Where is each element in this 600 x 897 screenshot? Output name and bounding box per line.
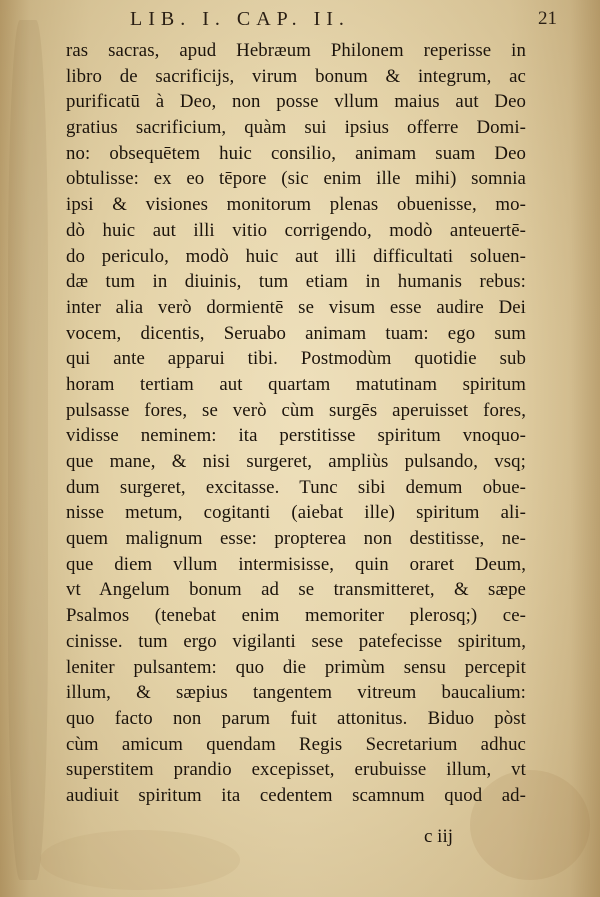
text-line: cinisse. tum ergo vigilanti sese patefecisse spiritum, (66, 630, 526, 652)
text-line: obtulisse: ex eo tēpore (sic enim ille mihi) somnia (66, 168, 526, 190)
text-line: vt Angelum bonum ad se transmitteret, & sæpe (66, 579, 526, 601)
text-line: que mane, & nisi surgeret, ampliùs pulsando, vsq; (66, 451, 526, 472)
text-line: nisse metum, cogitanti (aiebat ille) spiritum ali- (66, 502, 526, 524)
text-line: ras sacras, apud Hebræum Philonem reperisse in (66, 40, 526, 61)
text-block (66, 38, 526, 809)
text-line: qui ante apparui tibi. Postmodùm quotidie sub (66, 348, 526, 370)
running-head-title: LIB. I. CAP. II. (130, 8, 350, 30)
text-line: horam tertiam aut quartam matutinam spiritum (66, 373, 526, 395)
text-line: libro de sacrificijs, virum bonum & integrum, ac (66, 65, 526, 87)
text-line: ipsi & visiones monitorum plenas obuenisse, mo- (66, 194, 526, 216)
text-line: dæ tum in diuinis, tum etiam in humanis rebus: (66, 271, 526, 293)
text-line: no: obsequētem huic consilio, animam suam Deo (66, 142, 526, 164)
page-number: 21 (538, 8, 557, 29)
text-line: dum surgeret, excitasse. Tunc sibi demum obue- (66, 476, 526, 498)
text-line: illum, & sæpius tangentem vitreum baucalium: (66, 682, 526, 704)
text-line: quem malignum esse: propterea non destitisse, ne- (66, 528, 526, 550)
text-line: pulsasse fores, se verò cùm surgēs aperuisset fores, (66, 399, 526, 421)
text-line: que diem vllum intermisisse, quin oraret Deum, (66, 553, 526, 575)
text-line: quo facto non parum fuit attonitus. Biduo pòst (66, 707, 526, 729)
paper-stain (40, 830, 240, 890)
signature-mark: c iij (424, 826, 454, 847)
text-line: superstitem prandio excepisset, erubuisse illum, vt (66, 759, 526, 781)
text-line: gratius sacrificium, quàm sui ipsius offerre Domi- (66, 117, 526, 139)
text-line: do periculo, modò huic aut illi difficultati soluen- (66, 245, 526, 267)
text-line: vidisse neminem: ita perstitisse spiritum vnoquo- (66, 425, 526, 447)
text-line: leniter pulsantem: quo die primùm sensu percepit (66, 656, 526, 678)
text-line: vocem, dicentis, Seruabo animam tuam: ego sum (66, 322, 526, 344)
text-line: dò huic aut illi vitio corrigendo, modò anteuertē- (66, 219, 526, 241)
running-head (0, 6, 600, 36)
text-line: purificatū à Deo, non posse vllum maius aut Deo (66, 91, 526, 113)
text-line: inter alia verò dormientē se visum esse audire Dei (66, 296, 526, 318)
text-line: Psalmos (tenebat enim memoriter plerosq;) ce- (66, 605, 526, 627)
text-line: cùm amicum quendam Regis Secretarium adhuc (66, 733, 526, 755)
gutter-shadow (8, 20, 48, 880)
text-line: audiuit spiritum ita cedentem scamnum quod ad- (66, 784, 526, 806)
